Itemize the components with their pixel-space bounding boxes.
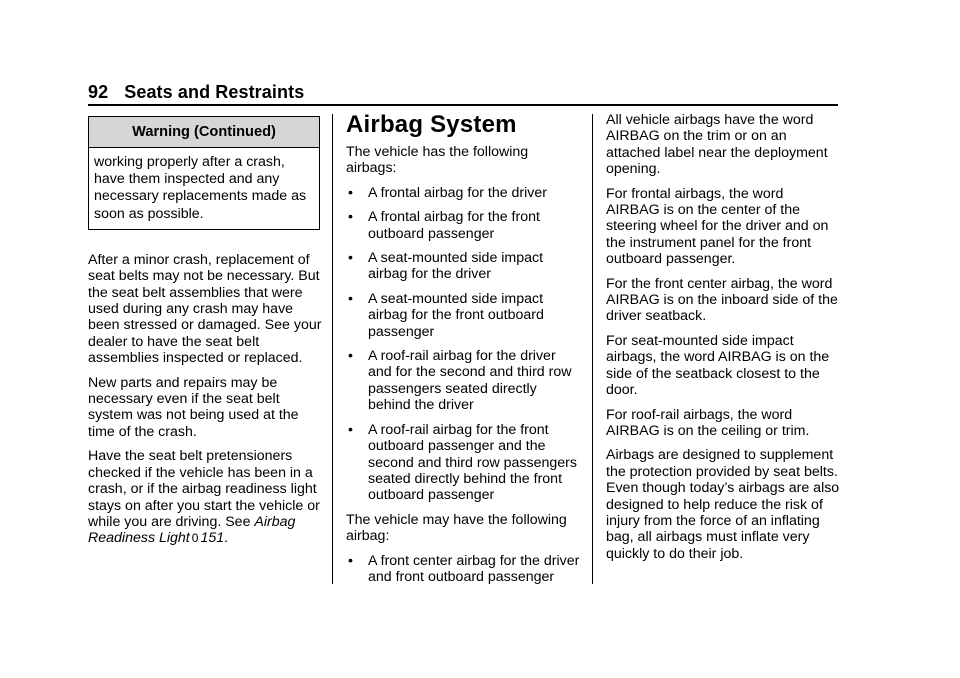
optional-airbag-list: [346, 553, 581, 586]
list-item-text: A frontal airbag for the front outboard passenger: [368, 209, 540, 242]
paragraph-minor-crash: After a minor crash, replacement of seat belts may not be necessary. But the seat belt assemblies that were used during any crash may have been stressed or damaged. See your dealer to have the seat belt assemblies inspected or replaced.: [88, 251, 322, 367]
column-right: [606, 112, 840, 570]
header-rule: [88, 104, 838, 106]
list-item: [346, 209, 581, 242]
list-item-text: A roof-rail airbag for the driver and for the second and third row passengers seated directly behind the driver: [368, 348, 572, 414]
paragraph-roof-rail: For roof-rail airbags, the word AIRBAG is on the ceiling or trim.: [606, 406, 810, 439]
header-text: [88, 82, 838, 103]
warning-box: [88, 116, 320, 230]
airbag-list: [346, 185, 581, 504]
list-item: [346, 250, 581, 283]
section-heading: Airbag System: [346, 111, 517, 138]
paragraph-new-parts: New parts and repairs may be necessary even if the seat belt system was not being used at the time of the crash.: [88, 374, 299, 440]
column-left: [88, 116, 322, 555]
airbags-intro: The vehicle has the following airbags:: [346, 144, 529, 177]
list-item: [346, 422, 581, 504]
warning-heading: Warning (Continued): [89, 117, 319, 148]
page-reference-icon: 0: [191, 531, 199, 546]
list-item-text: A front center airbag for the driver and front outboard passenger: [368, 552, 580, 585]
column-middle: [346, 112, 581, 593]
list-item: [346, 291, 581, 340]
list-item: [346, 553, 581, 586]
paragraph-airbag-word: All vehicle airbags have the word AIRBAG on the trim or on an attached label near the deployment opening.: [606, 112, 828, 178]
paragraph-pretensioners: [88, 448, 322, 546]
bullet-glyph: •: [348, 421, 353, 438]
warning-body: working properly after a crash, have them inspected and any necessary replacements made as soon as possible.: [94, 154, 307, 222]
reference-page-number[interactable]: 151: [200, 530, 225, 547]
bullet-glyph: •: [348, 209, 353, 226]
optional-airbag-intro: The vehicle may have the following airbag:: [346, 511, 567, 545]
column-divider-1: [332, 114, 333, 584]
page-header: [88, 82, 838, 103]
list-item-text: A seat-mounted side impact airbag for the front outboard passenger: [368, 290, 544, 340]
list-item: [346, 348, 581, 414]
bullet-glyph: •: [348, 250, 353, 267]
list-item-text: A frontal airbag for the driver: [368, 184, 548, 201]
paragraph-seat-mounted: For seat-mounted side impact airbags, the word AIRBAG is on the side of the seatback closest to the door.: [606, 332, 830, 399]
list-item-text: A roof-rail airbag for the front outboard passenger and the second and third row passengers seated directly behind the front outboard passenger: [368, 421, 577, 504]
bullet-glyph: •: [348, 290, 353, 307]
bullet-glyph: •: [348, 552, 353, 569]
paragraph-supplement: Airbags are designed to supplement the protection provided by seat belts. Even though today’s airbags are also designed to help reduce the risk of injury from the force of an inflating bag, all airbags must inflate very quickly to do their job.: [606, 447, 840, 562]
pretensioners-text: Have the seat belt pretensioners checked if the vehicle has been in a crash, or if the airbag readiness light stays on after you start the vehicle or while you are driving. See: [88, 448, 320, 530]
section-title: Seats and Restraints: [124, 82, 305, 102]
list-item: [346, 185, 581, 201]
sentence-end: .: [224, 530, 229, 547]
list-item-text: A seat-mounted side impact airbag for the driver: [368, 250, 544, 283]
paragraph-front-center: For the front center airbag, the word AIRBAG is on the inboard side of the driver seatback.: [606, 275, 838, 325]
airbag-readiness-link[interactable]: Airbag Readiness Light: [88, 513, 296, 547]
bullet-glyph: •: [348, 348, 353, 365]
page-number: 92: [88, 82, 109, 102]
column-divider-2: [592, 114, 593, 584]
paragraph-frontal: For frontal airbags, the word AIRBAG is on the center of the steering wheel for the driver and on the instrument panel for the front outboard passenger.: [606, 185, 829, 268]
bullet-glyph: •: [348, 184, 353, 201]
